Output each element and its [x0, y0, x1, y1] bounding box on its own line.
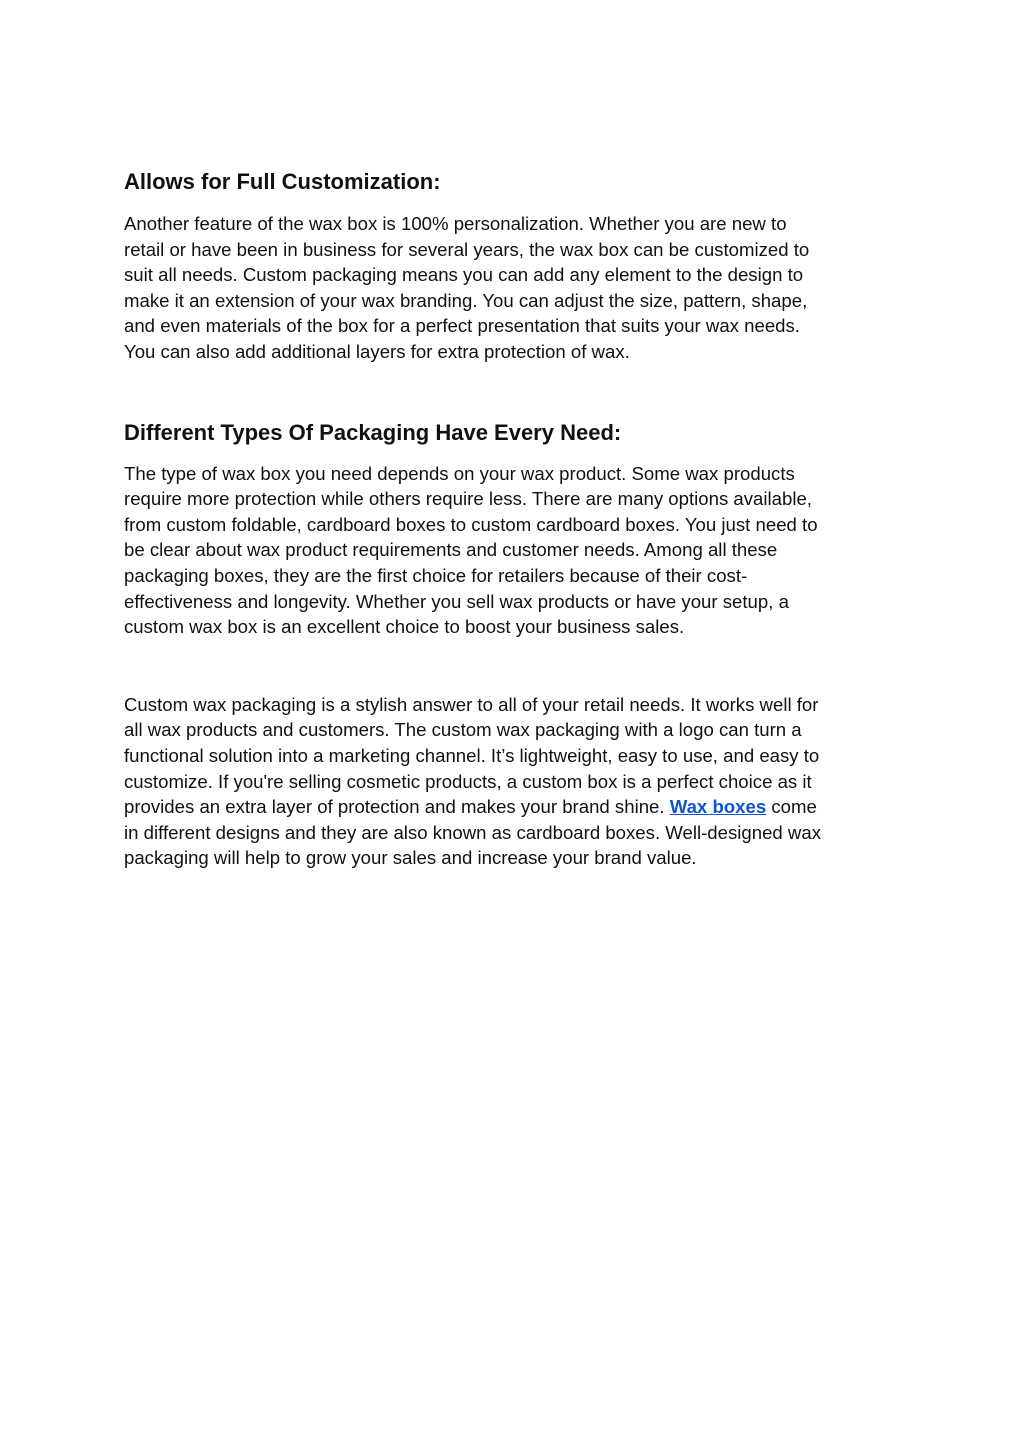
section-packaging-types	[124, 419, 914, 640]
text-line: from custom foldable, cardboard boxes to custom cardboard boxes. You just need to	[124, 513, 818, 535]
text-line: in different designs and they are also known as cardboard boxes. Well-designed wax	[124, 821, 821, 843]
wax-boxes-link[interactable]: Wax boxes	[669, 796, 767, 818]
text-line: You can also add additional layers for extra protection of wax.	[124, 340, 630, 362]
section-heading-customization: Allows for Full Customization:	[124, 169, 441, 194]
text-line: effectiveness and longevity. Whether you sell wax products or have your setup, a	[124, 590, 789, 612]
text-line: Another feature of the wax box is 100% personalization. Whether you are new to	[124, 213, 787, 234]
paragraph-customization	[124, 211, 914, 365]
text-line: retail or have been in business for several years, the wax box can be customized to	[124, 238, 810, 260]
text-line: packaging boxes, they are the first choice for retailers because of their cost-	[124, 564, 748, 586]
text-line: custom wax box is an excellent choice to boost your business sales.	[124, 616, 685, 638]
paragraph-packaging-types	[124, 461, 914, 640]
text-line: The type of wax box you need depends on your wax product. Some wax products	[124, 462, 795, 484]
text-line: require more protection while others require less. There are many options available,	[124, 488, 812, 510]
text-line: customize. If you're selling cosmetic products, a custom box is a perfect choice as it	[124, 770, 812, 792]
text-line: packaging will help to grow your sales and increase your brand value.	[124, 847, 697, 869]
text-line: all wax products and customers. The custom wax packaging with a logo can turn a	[124, 719, 802, 741]
text-line: make it an extension of your wax branding. You can adjust the size, pattern, shape,	[124, 289, 808, 311]
text-line: be clear about wax product requirements and customer needs. Among all these	[124, 539, 778, 561]
paragraph-custom-wax-packaging	[124, 692, 914, 871]
text-line: Custom wax packaging is a stylish answer to all of your retail needs. It works well for	[124, 693, 819, 715]
text-line: and even materials of the box for a perfect presentation that suits your wax needs.	[124, 315, 800, 337]
document-page	[124, 168, 914, 871]
text-segment: come	[766, 796, 817, 818]
section-heading-packaging-types: Different Types Of Packaging Have Every Need:	[124, 419, 622, 445]
text-segment: provides an extra layer of protection and makes your brand shine.	[124, 796, 670, 818]
text-line-with-link	[124, 794, 914, 820]
text-line: suit all needs. Custom packaging means you can add any element to the design to	[124, 264, 804, 286]
text-line: functional solution into a marketing channel. It’s lightweight, easy to use, and easy to	[124, 744, 820, 766]
